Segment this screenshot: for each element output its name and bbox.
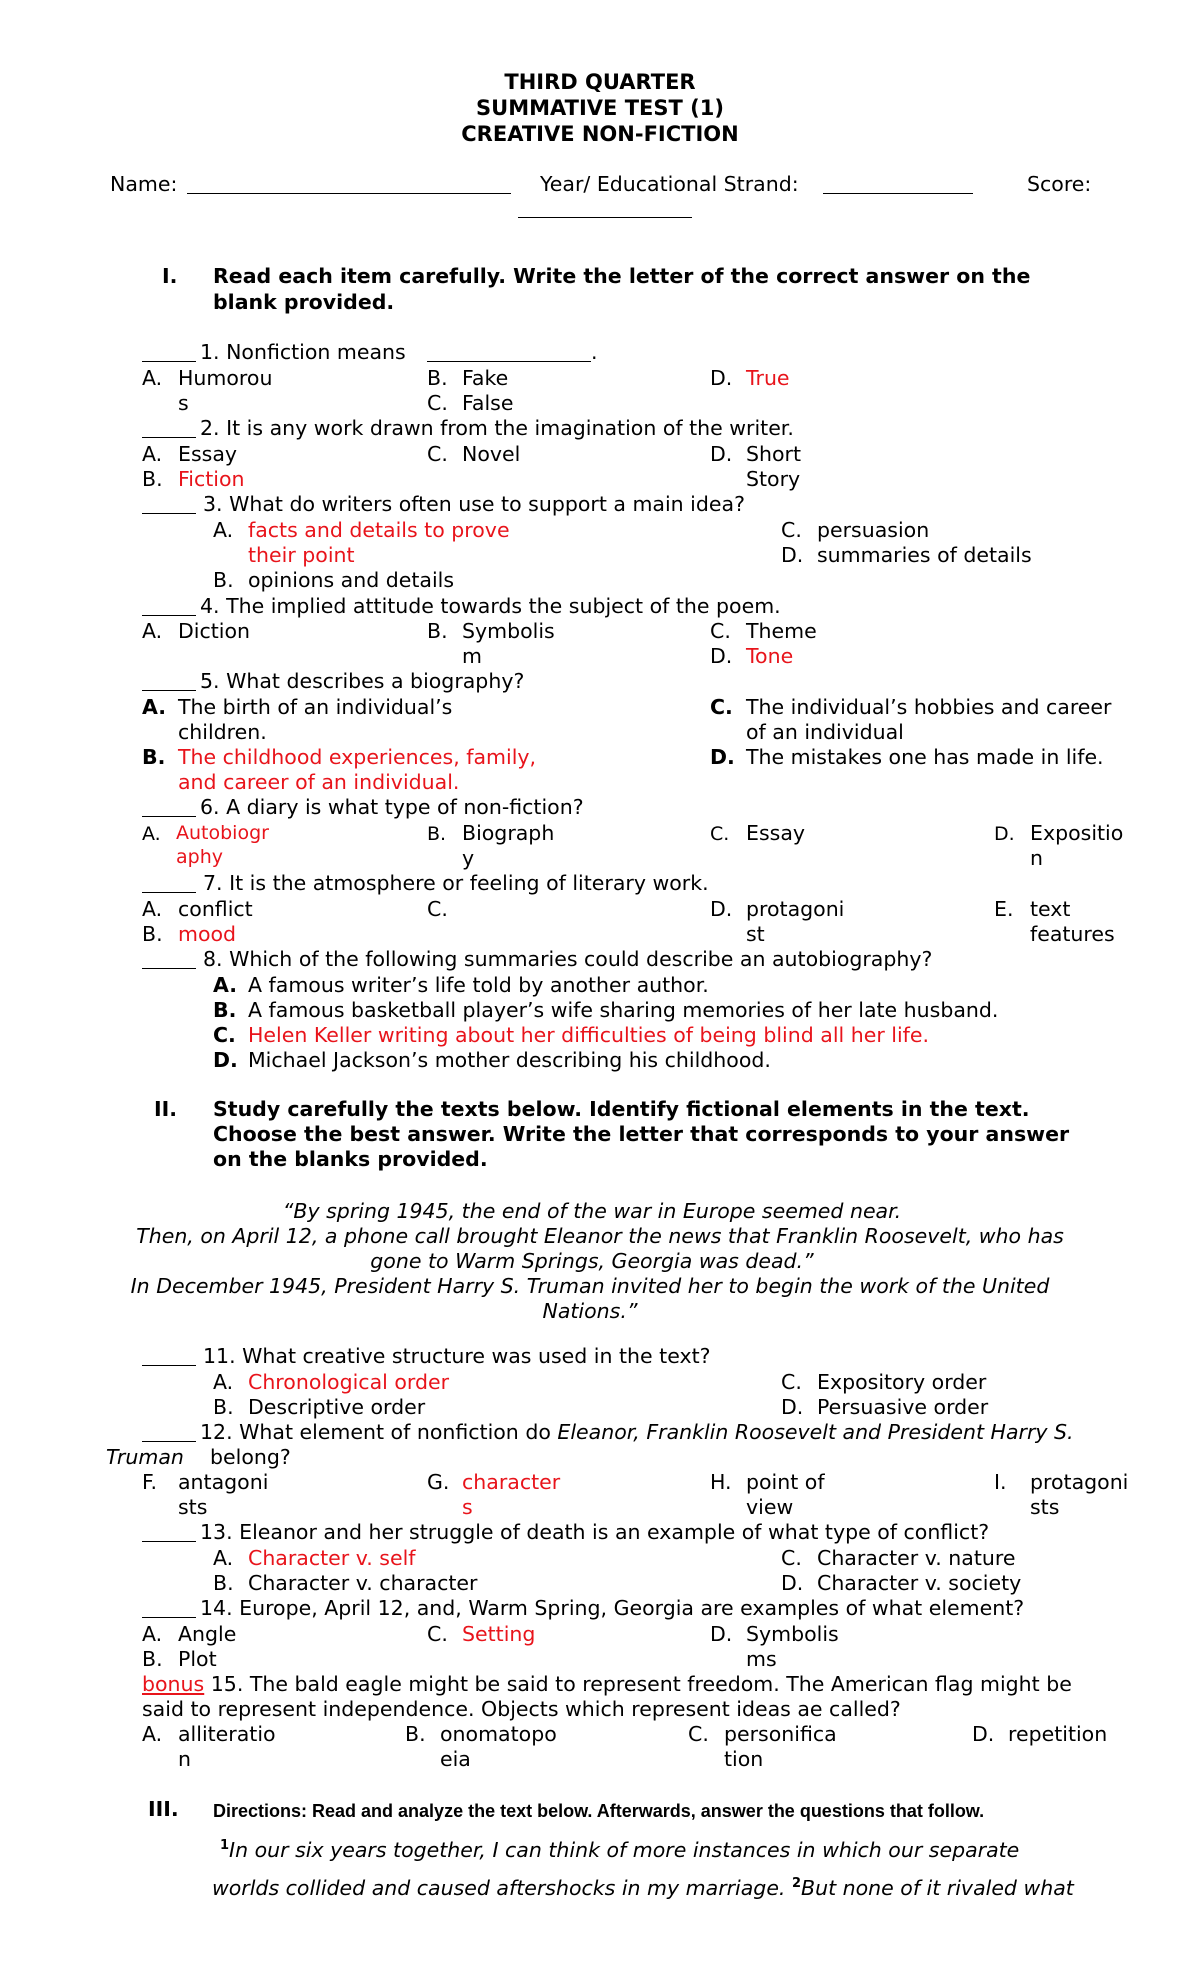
q3-a-letter: A.: [213, 518, 234, 542]
q11-c-letter: C.: [781, 1370, 802, 1394]
q13-b-text: Character v. character: [248, 1571, 478, 1595]
q13-a-text: Character v. self: [248, 1546, 416, 1570]
q8-c-letter: C.: [213, 1023, 236, 1047]
passage-line-1: [220, 1833, 1019, 1863]
answer-blank-q1[interactable]: [142, 342, 196, 362]
q3-b-letter: B.: [213, 568, 234, 592]
q12-f-text: antagoni: [178, 1470, 269, 1494]
q1-fill-blank: [427, 342, 591, 362]
q11-a-letter: A.: [213, 1370, 234, 1394]
passage-line-2-text-a: worlds collided and caused aftershocks in my marriage.: [212, 1875, 792, 1900]
answer-blank-q7[interactable]: [142, 873, 196, 893]
part3-numeral: III.: [148, 1797, 179, 1821]
q5-text: 5. What describes a biography?: [200, 669, 525, 693]
q1-b-letter: B.: [427, 366, 448, 390]
part2-numeral: II.: [154, 1097, 178, 1121]
q8-a-text: A famous writer’s life told by another author.: [248, 973, 709, 997]
q2-b-text: Fiction: [178, 467, 245, 491]
answer-blank-q13[interactable]: [142, 1522, 196, 1542]
q4-a-letter: A.: [142, 619, 163, 643]
q11-c-text: Expository order: [817, 1370, 987, 1394]
q3-d-letter: D.: [781, 543, 804, 567]
q6-c-text: Essay: [746, 821, 806, 845]
q15-a-letter: A.: [142, 1722, 163, 1746]
q6-b-text: Biograph: [462, 821, 555, 845]
q6-d-letter: D.: [994, 823, 1015, 845]
q15-c-text-2: tion: [724, 1747, 764, 1771]
q7-d-letter: D.: [710, 897, 733, 921]
q14-c-text: Setting: [462, 1622, 536, 1646]
q12-text-pre: 12. What element of nonfiction do: [200, 1420, 551, 1444]
quote-line-4: In December 1945, President Harry S. Truman invited her to begin the work of the United: [130, 1274, 1050, 1298]
q7-b-text: mood: [178, 922, 237, 946]
q8-text: 8. Which of the following summaries could describe an autobiography?: [203, 947, 933, 971]
quote-line-2: Then, on April 12, a phone call brought Eleanor the news that Franklin Roosevelt, who has: [136, 1224, 1064, 1248]
part1-instructions-2: blank provided.: [213, 290, 395, 314]
answer-blank-q6[interactable]: [142, 797, 196, 817]
q3-a-text: facts and details to prove: [248, 518, 510, 542]
q1-period: .: [591, 340, 598, 364]
q15-b-text-2: eia: [440, 1747, 471, 1771]
q11-a-text: Chronological order: [248, 1370, 450, 1394]
name-label: Name:: [110, 172, 178, 196]
q12-text-italic: Eleanor, Franklin Roosevelt and President Harry S.: [557, 1420, 1074, 1444]
q15-c-letter: C.: [688, 1722, 709, 1746]
q15-a-text-2: n: [178, 1747, 191, 1771]
q2-d-text: Short: [746, 442, 802, 466]
q4-d-text: Tone: [746, 644, 794, 668]
q5-b-letter: B.: [142, 745, 166, 769]
q2-a-letter: A.: [142, 442, 163, 466]
q1-b-text: Fake: [462, 366, 509, 390]
part2-instructions-3: on the blanks provided.: [213, 1147, 488, 1171]
q12-g-letter: G.: [427, 1470, 450, 1494]
q4-text: 4. The implied attitude towards the subject of the poem.: [200, 594, 781, 618]
q15-text: [142, 1672, 1072, 1697]
bonus-label: bonus: [142, 1672, 205, 1696]
q12-f-text-2: sts: [178, 1495, 208, 1519]
q15-b-letter: B.: [405, 1722, 426, 1746]
q15-c-text: personifica: [724, 1722, 837, 1746]
q7-c-letter: C.: [427, 897, 448, 921]
q6-a-letter: A.: [142, 823, 161, 845]
q6-a-text: Autobiogr: [176, 822, 269, 844]
q4-d-letter: D.: [710, 644, 733, 668]
q14-d-letter: D.: [710, 1622, 733, 1646]
q13-d-letter: D.: [781, 1571, 804, 1595]
q14-d-text: Symbolis: [746, 1622, 839, 1646]
name-blank[interactable]: [187, 174, 511, 194]
q2-a-text: Essay: [178, 442, 238, 466]
q13-c-letter: C.: [781, 1546, 802, 1570]
answer-blank-q2[interactable]: [142, 418, 196, 438]
q7-e-letter: E.: [994, 897, 1014, 921]
q8-b-text: A famous basketball player’s wife sharing memories of her late husband.: [248, 998, 999, 1022]
answer-blank-q5[interactable]: [142, 671, 196, 691]
q14-a-text: Angle: [178, 1622, 237, 1646]
q14-c-letter: C.: [427, 1622, 448, 1646]
title-line-1: THIRD QUARTER: [504, 70, 696, 94]
q15-a-text: alliteratio: [178, 1722, 276, 1746]
q2-c-letter: C.: [427, 442, 448, 466]
q7-text: 7. It is the atmosphere or feeling of literary work.: [203, 871, 709, 895]
q4-b-letter: B.: [427, 619, 448, 643]
q11-text: 11. What creative structure was used in the text?: [203, 1344, 711, 1368]
q13-c-text: Character v. nature: [817, 1546, 1016, 1570]
answer-blank-q8[interactable]: [142, 949, 196, 969]
sentence-number-2: 2: [791, 1876, 802, 1891]
q8-c-text: Helen Keller writing about her difficulties of being blind all her life.: [248, 1023, 930, 1047]
part1-instructions-1: Read each item carefully. Write the letter of the correct answer on the: [213, 264, 1031, 288]
q8-d-letter: D.: [213, 1048, 238, 1072]
q5-d-text: The mistakes one has made in life.: [746, 745, 1104, 769]
q12-i-text-2: sts: [1030, 1495, 1060, 1519]
answer-blank-q12[interactable]: [142, 1422, 196, 1442]
strand-label: Year/ Educational Strand:: [540, 172, 799, 196]
q12-text: [200, 1420, 1074, 1445]
q3-c-letter: C.: [781, 518, 802, 542]
q2-b-letter: B.: [142, 467, 163, 491]
q1-text: 1. Nonfiction means: [200, 340, 406, 364]
q3-a-text-2: their point: [248, 543, 355, 567]
passage-line-2: [212, 1871, 1074, 1901]
q7-a-text: conflict: [178, 897, 253, 921]
q7-b-letter: B.: [142, 922, 163, 946]
q6-a-text-2: aphy: [176, 846, 223, 868]
q8-b-letter: B.: [213, 998, 237, 1022]
answer-blank-q11[interactable]: [142, 1346, 196, 1366]
q3-c-text: persuasion: [817, 518, 930, 542]
q5-b-text: The childhood experiences, family,: [178, 745, 537, 769]
q15-text-1: 15. The bald eagle might be said to represent freedom. The American flag might be: [204, 1672, 1072, 1696]
q14-b-text: Plot: [178, 1647, 217, 1671]
q15-text-2: said to represent independence. Objects which represent ideas ae called?: [142, 1697, 901, 1721]
q13-b-letter: B.: [213, 1571, 234, 1595]
q1-c-letter: C.: [427, 391, 448, 415]
q2-d-letter: D.: [710, 442, 733, 466]
q7-e-text-2: features: [1030, 922, 1115, 946]
q7-d-text-2: st: [746, 922, 765, 946]
score-label: Score:: [1027, 172, 1092, 196]
q5-a-text: The birth of an individual’s: [178, 695, 453, 719]
q3-text: 3. What do writers often use to support a main idea?: [203, 492, 745, 516]
q6-b-letter: B.: [427, 823, 447, 845]
q5-c-text-2: of an individual: [746, 720, 904, 744]
q12-text-post: belong?: [210, 1445, 291, 1469]
q12-text-italic-2: Truman: [106, 1445, 184, 1469]
q5-c-text: The individual’s hobbies and career: [746, 695, 1112, 719]
part1-numeral: I.: [162, 264, 178, 288]
q12-i-text: protagoni: [1030, 1470, 1129, 1494]
q6-text: 6. A diary is what type of non-fiction?: [200, 795, 584, 819]
q4-a-text: Diction: [178, 619, 251, 643]
q12-h-text: point of: [746, 1470, 825, 1494]
q2-c-text: Novel: [462, 442, 521, 466]
q5-c-letter: C.: [710, 695, 733, 719]
q1-a-text-2: s: [178, 391, 189, 415]
quote-line-3: gone to Warm Springs, Georgia was dead.”: [370, 1249, 814, 1273]
q8-d-text: Michael Jackson’s mother describing his childhood.: [248, 1048, 771, 1072]
q5-a-letter: A.: [142, 695, 167, 719]
part2-instructions-1: Study carefully the texts below. Identify fictional elements in the text.: [213, 1097, 1030, 1121]
q4-b-text: Symbolis: [462, 619, 555, 643]
q14-b-letter: B.: [142, 1647, 163, 1671]
q15-d-text: repetition: [1008, 1722, 1108, 1746]
q14-text: 14. Europe, April 12, and, Warm Spring, Georgia are examples of what element?: [200, 1596, 1025, 1620]
q1-a-letter: A.: [142, 366, 163, 390]
q4-b-text-2: m: [462, 644, 482, 668]
q13-text: 13. Eleanor and her struggle of death is an example of what type of conflict?: [200, 1520, 990, 1544]
q12-h-letter: H.: [710, 1470, 732, 1494]
q11-b-letter: B.: [213, 1395, 234, 1419]
q15-b-text: onomatopo: [440, 1722, 557, 1746]
q6-b-text-2: y: [462, 846, 475, 870]
q2-d-text-2: Story: [746, 467, 801, 491]
q12-i-letter: I.: [994, 1470, 1007, 1494]
q6-d-text-2: n: [1030, 846, 1043, 870]
q4-c-letter: C.: [710, 619, 731, 643]
q2-text: 2. It is any work drawn from the imagination of the writer.: [200, 416, 794, 440]
q12-g-text-2: s: [462, 1495, 473, 1519]
q1-c-text: False: [462, 391, 514, 415]
q12-g-text: character: [462, 1470, 561, 1494]
q7-a-letter: A.: [142, 897, 163, 921]
sentence-number-1: 1: [220, 1838, 230, 1853]
q15-d-letter: D.: [972, 1722, 995, 1746]
quote-line-5: Nations.”: [542, 1299, 638, 1323]
q6-c-letter: C.: [710, 823, 730, 845]
q5-d-letter: D.: [710, 745, 735, 769]
passage-line-1-text: In our six years together, I can think of more instances in which our separate: [229, 1837, 1020, 1862]
answer-blank-q4[interactable]: [142, 596, 196, 616]
q3-b-text: opinions and details: [248, 568, 455, 592]
title-line-2: SUMMATIVE TEST (1): [476, 96, 724, 120]
q7-d-text: protagoni: [746, 897, 845, 921]
strand-blank[interactable]: [823, 174, 973, 194]
q1-a-text: Humorou: [178, 366, 273, 390]
q1-d-text: True: [746, 366, 790, 390]
q8-a-letter: A.: [213, 973, 238, 997]
q4-c-text: Theme: [746, 619, 817, 643]
q14-a-letter: A.: [142, 1622, 163, 1646]
q14-d-text-2: ms: [746, 1647, 777, 1671]
q6-d-text: Expositio: [1030, 821, 1124, 845]
quote-line-1: “By spring 1945, the end of the war in Europe seemed near.: [282, 1199, 902, 1223]
q3-d-text: summaries of details: [817, 543, 1032, 567]
q11-d-text: Persuasive order: [817, 1395, 989, 1419]
q5-b-text-2: and career of an individual.: [178, 770, 460, 794]
q11-b-text: Descriptive order: [248, 1395, 426, 1419]
q12-h-text-2: view: [746, 1495, 794, 1519]
part2-instructions-2: Choose the best answer. Write the letter that corresponds to your answer: [213, 1122, 1070, 1146]
q12-f-letter: F.: [142, 1470, 158, 1494]
q13-d-text: Character v. society: [817, 1571, 1022, 1595]
passage-line-2-text-b: But none of it rivaled what: [801, 1875, 1074, 1900]
q1-d-letter: D.: [710, 366, 733, 390]
q13-a-letter: A.: [213, 1546, 234, 1570]
q11-d-letter: D.: [781, 1395, 804, 1419]
q5-a-text-2: children.: [178, 720, 267, 744]
answer-blank-q3[interactable]: [142, 494, 196, 514]
answer-blank-q14[interactable]: [142, 1598, 196, 1618]
q7-e-text: text: [1030, 897, 1071, 921]
title-line-3: CREATIVE NON-FICTION: [461, 122, 739, 146]
score-blank[interactable]: [518, 198, 692, 218]
part3-directions: Directions: Read and analyze the text below. Afterwards, answer the questions that follow.: [213, 1801, 985, 1821]
